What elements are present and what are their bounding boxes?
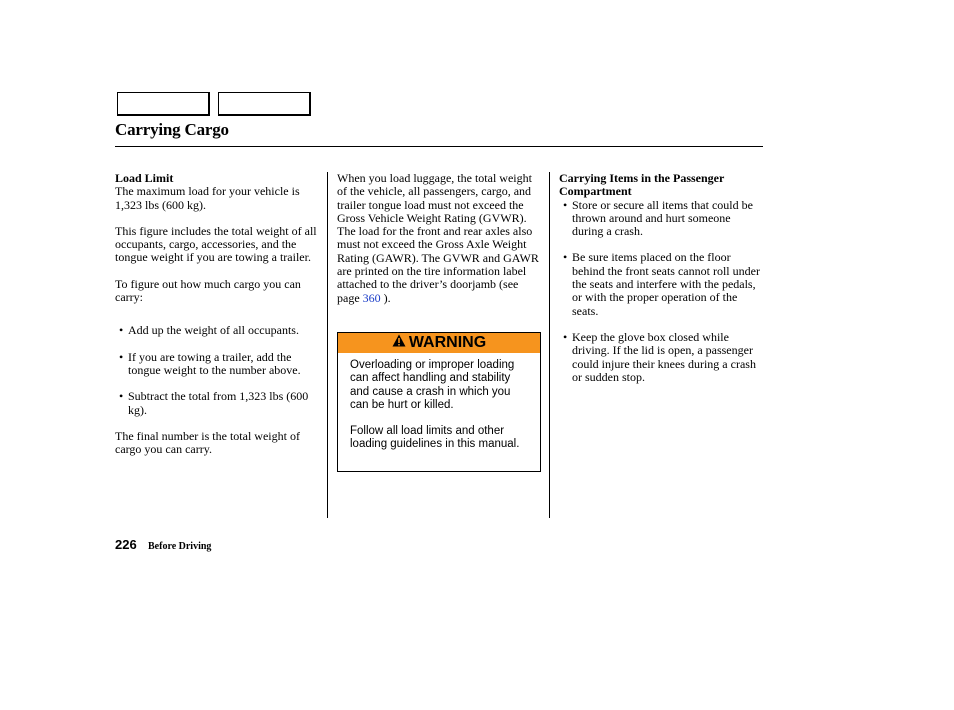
bullet-item: • Add up the weight of all occupants. [115,324,325,337]
column-luggage [337,172,542,305]
paragraph: The maximum load for your vehicle is 1,323 lbs (600 kg). [115,184,300,212]
nav-button-next[interactable] [218,92,311,116]
column-divider [327,172,328,518]
page-link[interactable]: 360 [362,290,381,305]
title-divider [115,146,763,147]
column-passenger-compartment [559,172,764,384]
warning-header [338,333,540,353]
warning-label: WARNING [408,334,487,351]
warning-body [338,353,540,452]
warning-triangle-icon [392,334,406,352]
bullet-item: • Store or secure all items that could be thrown around and hurt someone during a crash. [559,199,764,239]
paragraph-text: When you load luggage, the total weight of the vehicle, all passengers, cargo, and trailer tongue load must not exceed the Gross Vehicle Weight Rating (GVWR). The load for the front and rear axles also must not exceed the Gross Axle Weight Rating (GAWR). The GVWR and GAWR are printed on the tire information label attached to the driver’s doorjamb (see page [337,171,539,305]
section-name: Before Driving [148,541,212,552]
bullet-item: • Subtract the total from 1,323 lbs (600 kg). [115,390,325,417]
paragraph-text: ). [380,290,391,305]
page-title: Carrying Cargo [115,120,229,139]
bullet-item: • Keep the glove box closed while driving. If the lid is open, a passenger could injure their knees during a crash or sudden stop. [559,331,764,384]
nav-button-previous[interactable] [117,92,210,116]
warning-text: Follow all load limits and other loading guidelines in this manual. [350,425,520,451]
section-heading-load-limit: Load Limit [115,171,174,185]
paragraph: This figure includes the total weight of all occupants, cargo, accessories, and the tongue weight if you are towing a trailer. [115,223,317,265]
warning-box [337,332,541,472]
paragraph: To figure out how much cargo you can carry: [115,276,301,305]
warning-text: Overloading or improper loading can affect handling and stability and cause a crash in which you can be hurt or killed. [350,359,515,411]
bullet-item: • If you are towing a trailer, add the tongue weight to the number above. [115,351,325,378]
paragraph: The final number is the total weight of cargo you can carry. [115,428,300,457]
section-heading-passenger-compartment: Carrying Items in the Passenger Compartment [559,171,725,199]
column-load-limit [115,172,325,456]
column-divider [549,172,550,518]
paragraph [337,172,542,305]
bullet-item: • Be sure items placed on the floor behind the front seats cannot roll under the seats and interfere with the pedals, or with the proper operation of the seats. [559,251,764,317]
page-number: 226 [115,537,137,552]
